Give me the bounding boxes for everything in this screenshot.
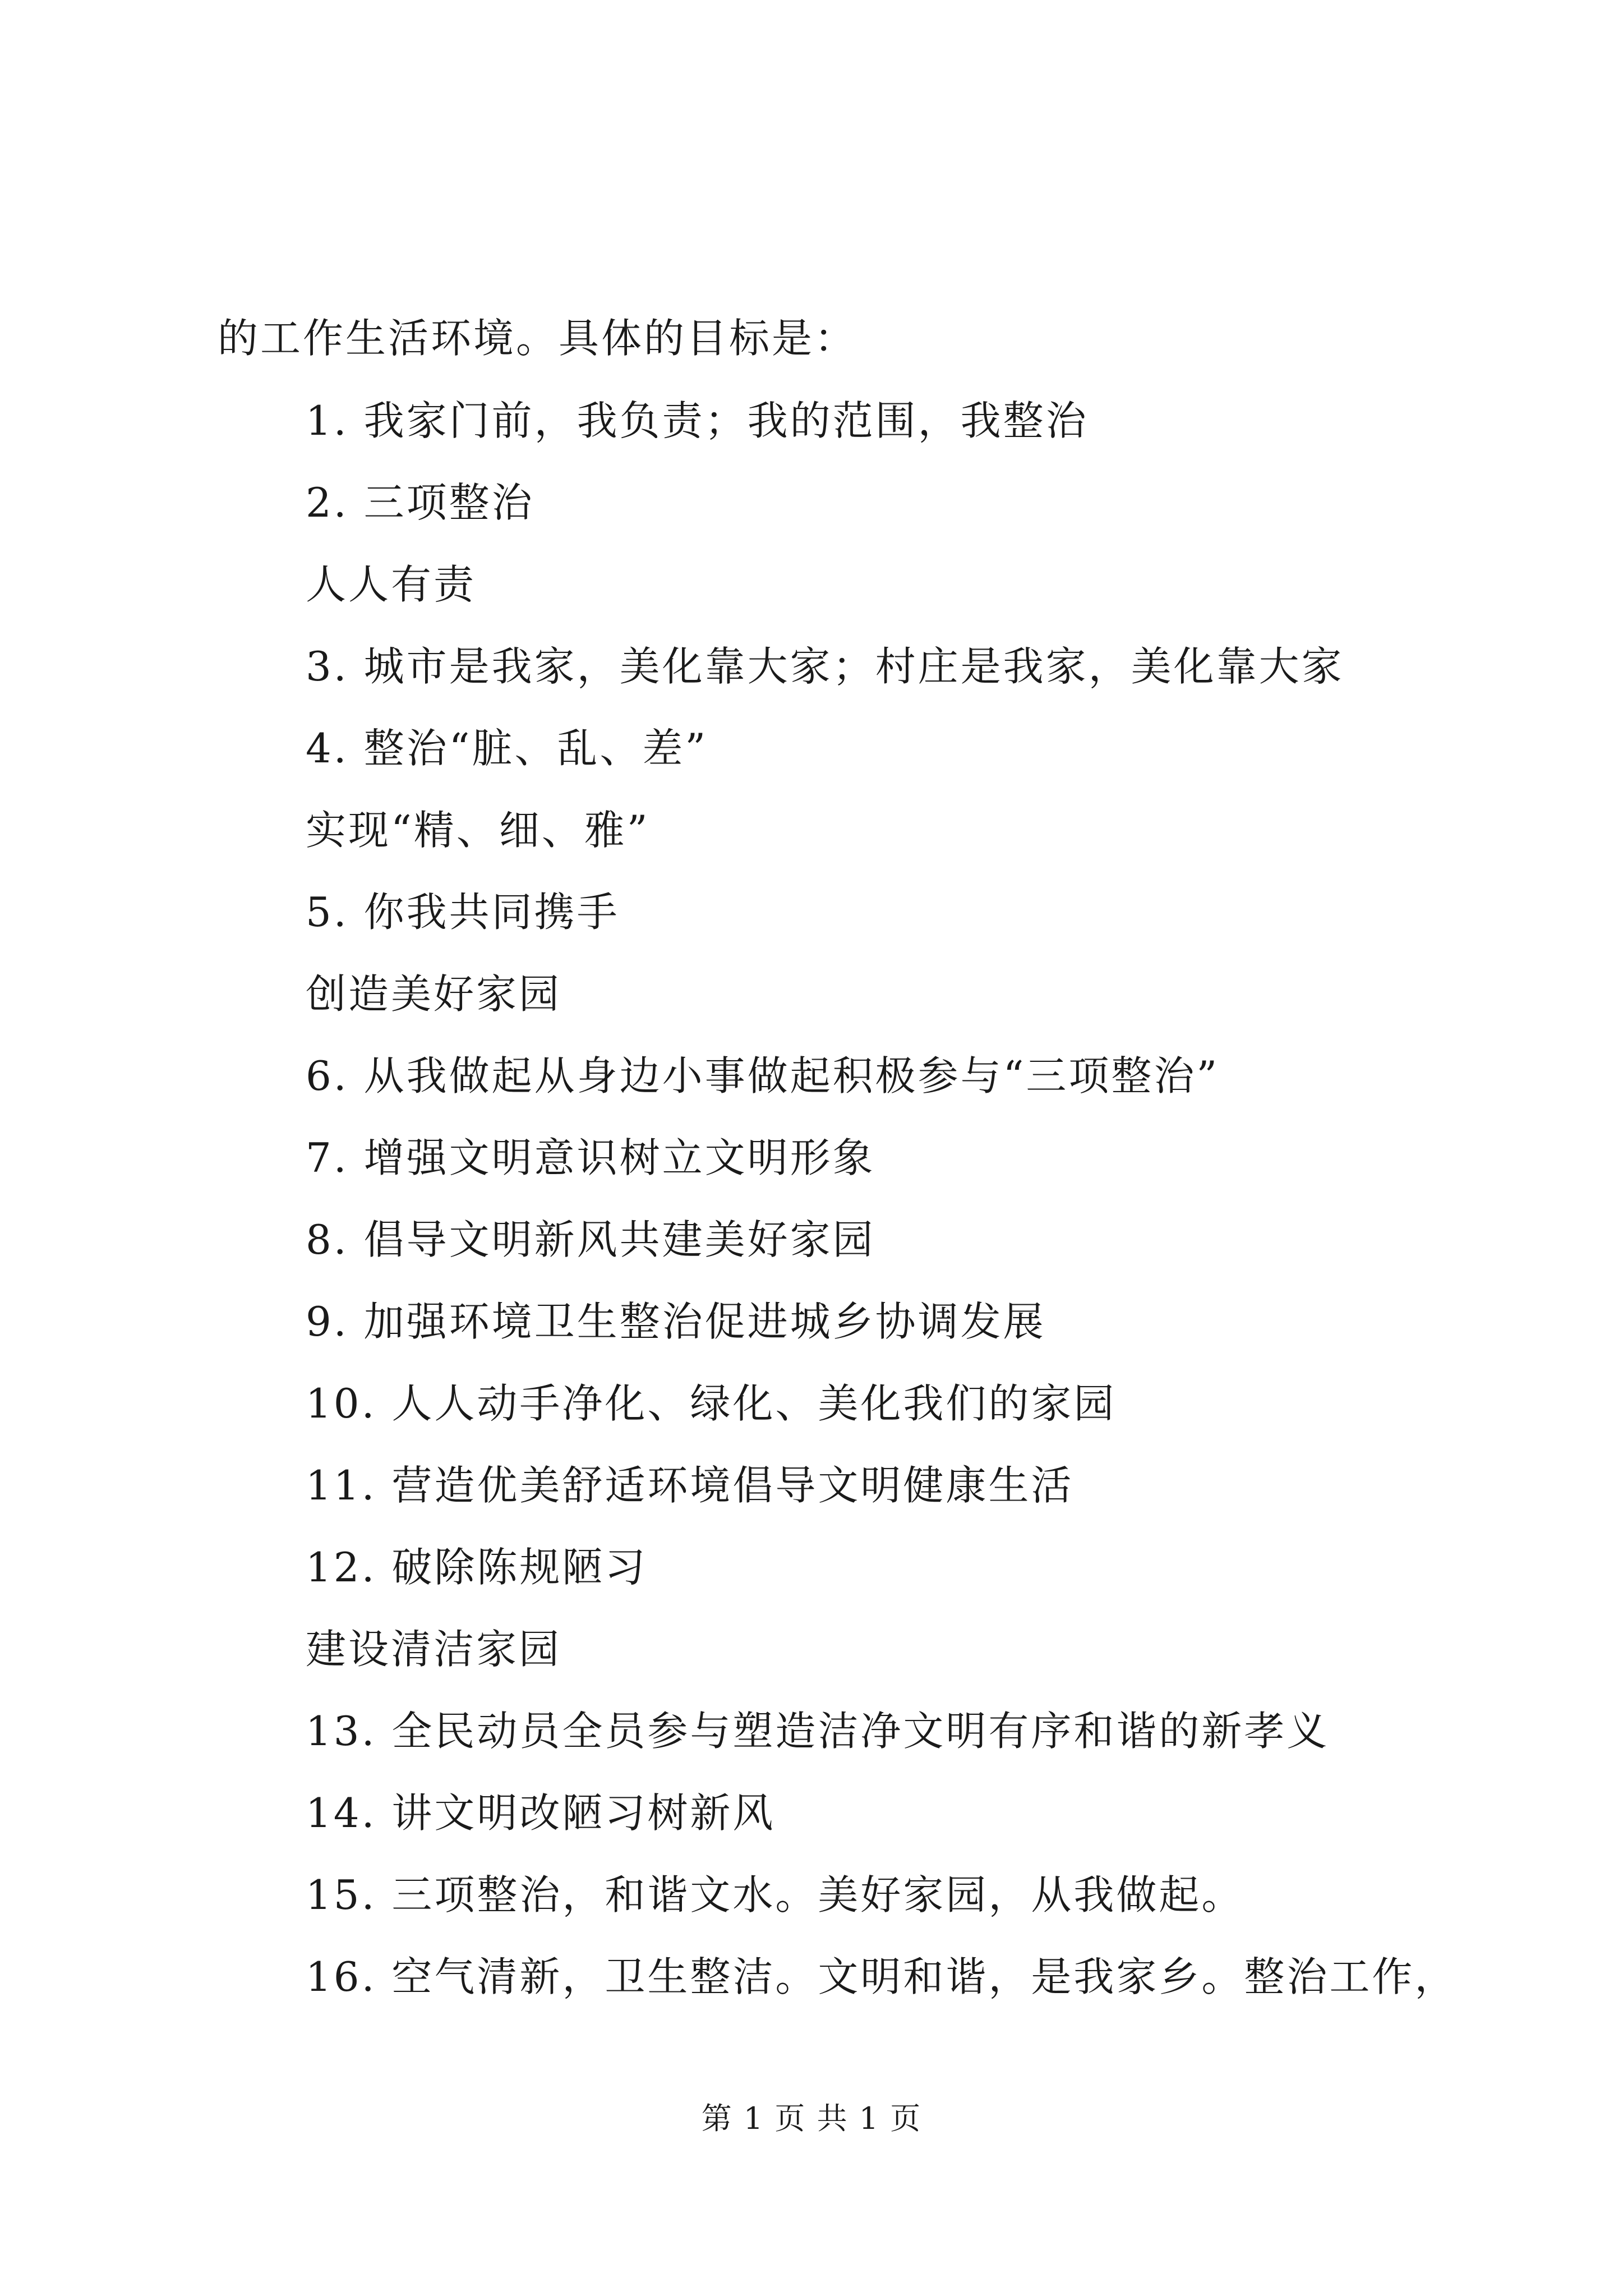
list-item: 15. 三项整治，和谐文水。美好家园，从我做起。: [306, 1871, 1244, 1918]
list-item: 人人有责: [306, 561, 477, 608]
list-item: 创造美好家园: [306, 970, 562, 1018]
list-item: 16. 空气清新，卫生整洁。文明和谐，是我家乡。整治工作，: [306, 1953, 1458, 2000]
list-item: 7. 增强文明意识树立文明形象: [306, 1134, 875, 1181]
list-item: 13. 全民动员全员参与塑造洁净文明有序和谐的新孝义: [306, 1708, 1330, 1755]
page-footer: 第 1 页 共 1 页: [701, 2101, 922, 2136]
list-item: 建设清洁家园: [306, 1626, 562, 1673]
list-item: 14. 讲文明改陋习树新风: [306, 1789, 776, 1837]
list-item: 5. 你我共同携手: [306, 889, 620, 936]
list-item: 12. 破除陈规陋习: [306, 1544, 648, 1591]
list-item: 实现“精、细、雅”: [306, 807, 650, 854]
list-item: 1. 我家门前，我负责；我的范围，我整治: [306, 397, 1089, 444]
list-item: 9. 加强环境卫生整治促进城乡协调发展: [306, 1298, 1046, 1345]
list-item: 3. 城市是我家，美化靠大家；村庄是我家，美化靠大家: [306, 643, 1344, 690]
list-item: 4. 整治“脏、乱、差”: [306, 725, 708, 772]
list-item: 2. 三项整治: [306, 479, 534, 526]
list-item: 11. 营造优美舒适环境倡导文明健康生活: [306, 1462, 1074, 1509]
list-item: 6. 从我做起从身边小事做起积极参与“三项整治”: [306, 1052, 1220, 1099]
list-item: 8. 倡导文明新风共建美好家园: [306, 1216, 875, 1263]
list-item: 10. 人人动手净化、绿化、美化我们的家园: [306, 1380, 1117, 1427]
intro-line: 的工作生活环境。具体的目标是：: [218, 315, 857, 362]
